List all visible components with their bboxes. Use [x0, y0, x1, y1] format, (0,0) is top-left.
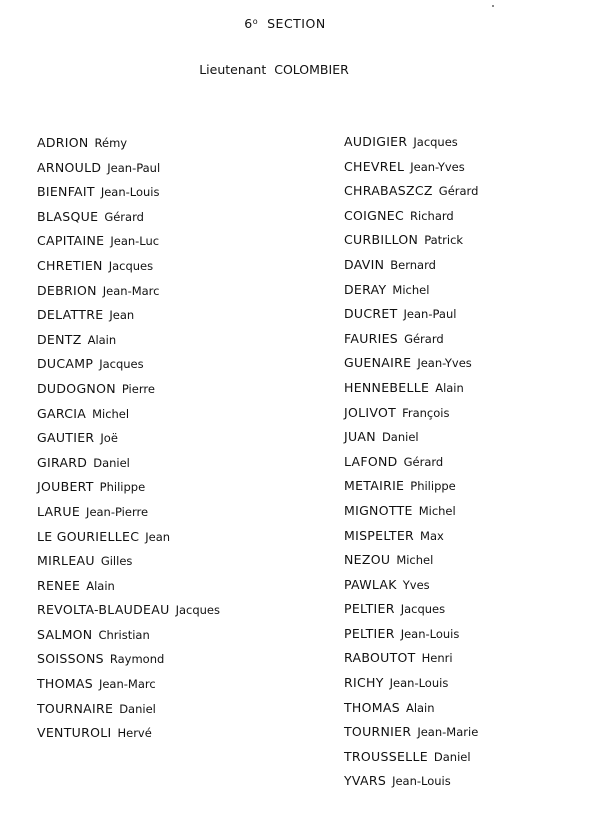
name-entry — [37, 307, 220, 332]
given-name: Daniel — [381, 430, 419, 445]
surname: PAWLAK — [344, 576, 397, 592]
surname: THOMAS — [37, 676, 93, 692]
name-entry — [344, 626, 478, 651]
name-entry — [37, 602, 220, 627]
given-name: Jacques — [175, 603, 220, 618]
name-entry — [344, 183, 478, 208]
surname: DELATTRE — [37, 307, 104, 323]
name-entry — [344, 601, 478, 626]
name-entry — [344, 749, 478, 774]
name-entry — [344, 208, 478, 233]
given-name: Jean-Paul — [107, 160, 161, 175]
given-name: Henri — [421, 651, 453, 666]
surname: SOISSONS — [37, 651, 104, 667]
given-name: Alain — [435, 380, 464, 395]
surname: HENNEBELLE — [344, 379, 430, 395]
surname: MISPELTER — [344, 527, 415, 543]
surname: GUENAIRE — [344, 355, 412, 371]
given-name: Alain — [86, 578, 115, 593]
name-entry — [37, 455, 220, 480]
surname: JUAN — [344, 429, 376, 445]
name-entry — [344, 724, 478, 749]
name-entry — [37, 160, 220, 185]
surname: BIENFAIT — [37, 184, 95, 200]
given-name: Jean-Louis — [100, 185, 160, 200]
surname: LE GOURIELLEC — [37, 528, 140, 544]
name-entry — [344, 331, 478, 356]
name-entry — [344, 257, 478, 282]
name-entry — [37, 135, 220, 160]
given-name: Daniel — [93, 455, 130, 470]
given-name: Jacques — [108, 258, 154, 273]
name-entry — [344, 159, 478, 184]
surname: REVOLTA-BLAUDEAU — [37, 602, 170, 618]
name-entry — [344, 429, 478, 454]
surname: PELTIER — [344, 625, 395, 641]
given-name: Alain — [87, 332, 117, 347]
name-entry — [344, 650, 478, 675]
name-entry — [37, 479, 220, 504]
name-entry — [344, 528, 478, 553]
surname: CHRETIEN — [37, 257, 103, 273]
given-name: Jean-Louis — [400, 626, 460, 641]
name-entry — [37, 430, 220, 455]
name-entry — [37, 553, 220, 578]
given-name: Jean-Paul — [403, 307, 457, 322]
name-entry — [344, 282, 478, 307]
surname: METAIRIE — [344, 478, 405, 494]
surname: JOUBERT — [37, 479, 94, 495]
surname: CAPITAINE — [37, 233, 105, 249]
left-name-column — [37, 135, 220, 750]
given-name: Daniel — [433, 749, 471, 764]
name-entry — [344, 355, 478, 380]
given-name: Raymond — [109, 652, 165, 667]
given-name: Michel — [396, 553, 434, 568]
given-name: Max — [420, 528, 444, 543]
name-entry — [344, 134, 478, 159]
section-number-suffix: o — [252, 17, 259, 26]
name-entry — [344, 405, 478, 430]
name-entry — [37, 258, 220, 283]
given-name: Gérard — [404, 331, 444, 346]
name-entry — [37, 701, 220, 726]
given-name: Jean-Marc — [102, 283, 160, 298]
given-name: Michel — [418, 503, 456, 518]
surname: RENEE — [37, 577, 81, 593]
name-entry — [344, 380, 478, 405]
surname: LARUE — [37, 503, 81, 519]
surname: RABOUTOT — [344, 650, 416, 666]
name-entry — [344, 552, 478, 577]
given-name: Philippe — [410, 479, 456, 494]
name-entry — [37, 283, 220, 308]
surname: AUDIGIER — [344, 134, 408, 149]
surname: PELTIER — [344, 601, 395, 617]
surname: JOLIVOT — [344, 404, 397, 420]
given-name: Jean-Yves — [417, 356, 472, 371]
name-entry — [37, 578, 220, 603]
given-name: Jacques — [99, 357, 144, 372]
right-name-column — [344, 134, 478, 798]
surname: MIGNOTTE — [344, 502, 413, 518]
section-leader — [0, 62, 548, 77]
name-entry — [37, 233, 220, 258]
name-entry — [37, 627, 220, 652]
surname: TOURNIER — [344, 724, 412, 740]
surname: YVARS — [344, 773, 387, 789]
surname: TOURNAIRE — [37, 700, 114, 716]
name-entry — [37, 529, 220, 554]
name-entry — [37, 676, 220, 701]
section-word: SECTION — [267, 16, 326, 31]
surname: DUDOGNON — [37, 380, 116, 396]
given-name: Michel — [392, 282, 430, 297]
name-entry — [37, 356, 220, 381]
section-number: 6 — [244, 16, 253, 31]
name-entry — [344, 232, 478, 257]
surname: DUCRET — [344, 306, 398, 322]
name-entry — [37, 651, 220, 676]
surname: GAUTIER — [37, 430, 95, 446]
surname: RICHY — [344, 675, 384, 691]
given-name: Gérard — [104, 209, 144, 224]
name-entry — [344, 577, 478, 602]
given-name: Jean — [109, 308, 135, 323]
given-name: Philippe — [99, 480, 146, 495]
surname: DENTZ — [37, 331, 82, 347]
surname: DUCAMP — [37, 356, 94, 372]
name-entry — [37, 725, 220, 750]
given-name: Gérard — [403, 454, 444, 469]
given-name: Jean — [145, 529, 171, 544]
given-name: Jacques — [413, 135, 458, 149]
leader-rank: Lieutenant — [199, 62, 267, 77]
given-name: Yves — [402, 577, 430, 592]
surname: CURBILLON — [344, 232, 419, 248]
surname: THOMAS — [344, 699, 400, 715]
surname: SALMON — [37, 626, 93, 642]
given-name: Gérard — [438, 184, 479, 199]
surname: CHRABASZCZ — [344, 183, 433, 199]
surname: DEBRION — [37, 282, 97, 298]
surname: LAFOND — [344, 453, 398, 469]
surname: NEZOU — [344, 552, 391, 568]
given-name: Jean-Marc — [98, 677, 156, 692]
surname: GIRARD — [37, 454, 88, 470]
given-name: Jean-Louis — [392, 774, 451, 789]
name-entry — [37, 184, 220, 209]
name-entry — [344, 306, 478, 331]
leader-name: COLOMBIER — [274, 62, 349, 77]
surname: COIGNEC — [344, 207, 405, 223]
given-name: Gilles — [100, 554, 133, 569]
surname: CHEVREL — [344, 158, 405, 174]
given-name: Rémy — [94, 136, 128, 150]
name-entry — [344, 503, 478, 528]
given-name: Jean-Louis — [389, 676, 449, 691]
surname: DAVIN — [344, 256, 385, 272]
given-name: Joë — [100, 431, 118, 446]
name-entry — [344, 478, 478, 503]
given-name: Daniel — [119, 701, 156, 716]
name-entry — [37, 209, 220, 234]
surname: BLASQUE — [37, 208, 99, 224]
surname: ADRION — [37, 135, 89, 150]
section-title — [0, 16, 570, 31]
name-entry — [37, 504, 220, 529]
paper-speck — [492, 5, 494, 7]
surname: VENTUROLI — [37, 725, 112, 741]
surname: TROUSSELLE — [344, 748, 428, 764]
name-entry — [344, 700, 478, 725]
name-entry — [37, 332, 220, 357]
given-name: Jacques — [400, 602, 446, 617]
given-name: Alain — [405, 700, 435, 715]
surname: FAURIES — [344, 330, 399, 346]
given-name: Jean-Luc — [110, 234, 160, 249]
given-name: Michel — [92, 406, 130, 421]
name-entry — [344, 454, 478, 479]
given-name: Patrick — [424, 233, 464, 248]
surname: ARNOULD — [37, 159, 102, 175]
given-name: Bernard — [390, 257, 436, 272]
surname: MIRLEAU — [37, 553, 95, 569]
given-name: Richard — [410, 208, 454, 223]
name-entry — [37, 381, 220, 406]
given-name: Pierre — [121, 381, 155, 396]
given-name: Jean-Marie — [417, 725, 479, 740]
name-entry — [37, 406, 220, 431]
given-name: Jean-Pierre — [86, 504, 149, 519]
given-name: Hervé — [117, 726, 152, 741]
surname: GARCIA — [37, 405, 87, 421]
surname: DERAY — [344, 281, 387, 297]
name-entry — [344, 675, 478, 700]
name-entry — [344, 773, 478, 798]
given-name: Christian — [98, 627, 150, 642]
given-name: François — [402, 405, 450, 420]
given-name: Jean-Yves — [410, 159, 465, 174]
